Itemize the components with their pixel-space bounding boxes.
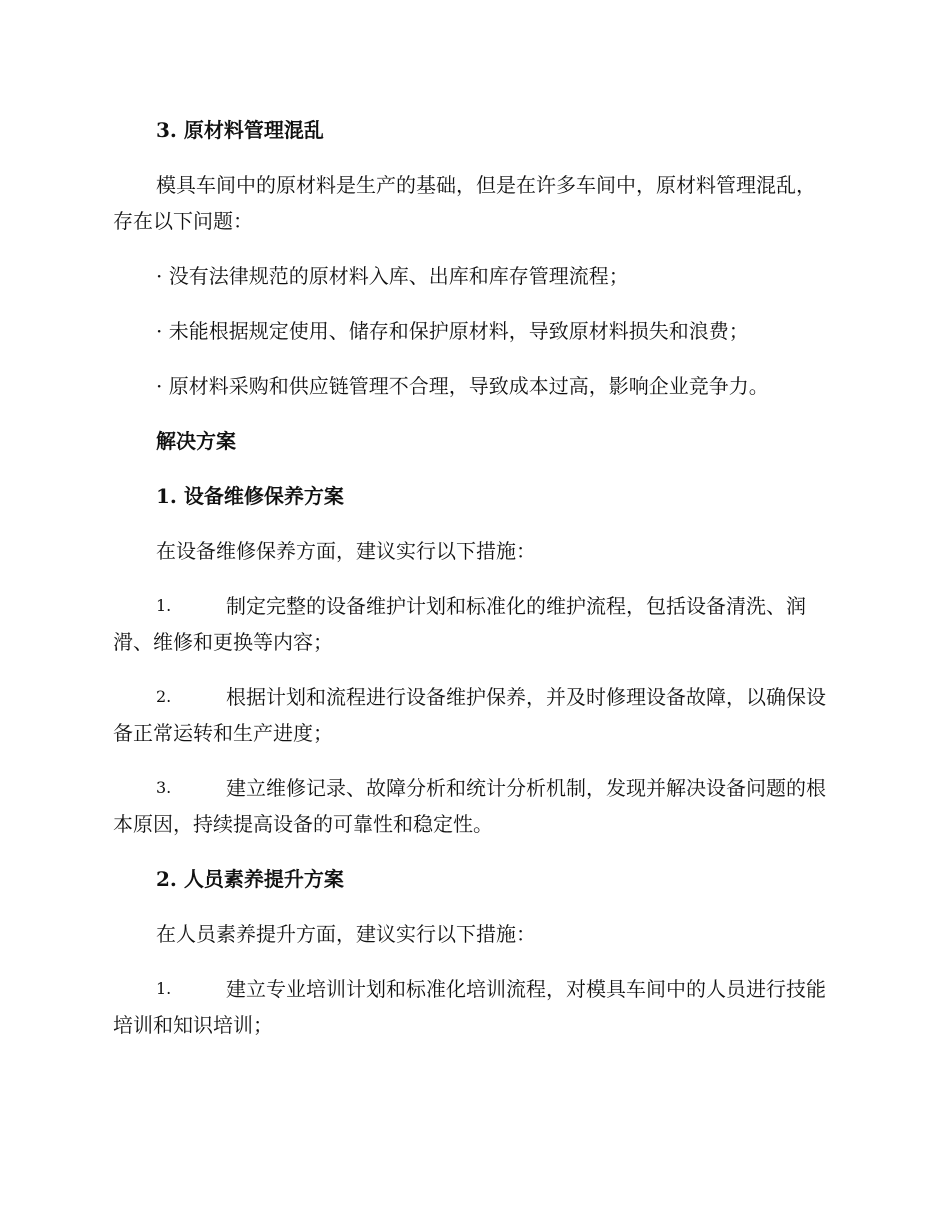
numbered-item (113, 770, 833, 842)
bullet-item: · 未能根据规定使用、储存和保护原材料，导致原材料损失和浪费； (156, 319, 749, 343)
bullet-item: · 原材料采购和供应链管理不合理，导致成本过高，影响企业竞争力。 (156, 374, 769, 398)
section-heading-equipment-maintenance: 1. 设备维修保养方案 (156, 484, 344, 508)
section-heading-raw-material: 3. 原材料管理混乱 (156, 118, 324, 142)
item-text: 建立专业培训计划和标准化培训流程，对模具车间中的人员进行技能培训和知识培训； (113, 977, 826, 1037)
document-page (113, 112, 833, 1062)
bullet-item: · 没有法律规范的原材料入库、出库和库存管理流程； (156, 264, 629, 288)
paragraph-raw-material-intro: 模具车间中的原材料是生产的基础，但是在许多车间中，原材料管理混乱，存在以下问题： (113, 173, 816, 233)
item-text: 建立维修记录、故障分析和统计分析机制，发现并解决设备问题的根本原因，持续提高设备的可靠性和稳定性。 (113, 776, 826, 836)
paragraph-staff-intro: 在人员素养提升方面，建议实行以下措施： (156, 922, 536, 946)
item-number: 1. (156, 596, 172, 615)
item-number: 3. (156, 778, 172, 797)
paragraph-equipment-intro: 在设备维修保养方面，建议实行以下措施： (156, 539, 536, 563)
numbered-item (113, 679, 833, 751)
item-text: 根据计划和流程进行设备维护保养，并及时修理设备故障，以确保设备正常运转和生产进度； (113, 685, 826, 745)
section-heading-solutions: 解决方案 (156, 429, 236, 453)
section-heading-staff-quality: 2. 人员素养提升方案 (156, 867, 344, 891)
item-number: 1. (156, 979, 172, 998)
numbered-item (113, 971, 833, 1043)
item-text: 制定完整的设备维护计划和标准化的维护流程，包括设备清洗、润滑、维修和更换等内容； (113, 594, 806, 654)
numbered-item (113, 588, 833, 660)
item-number: 2. (156, 687, 172, 706)
